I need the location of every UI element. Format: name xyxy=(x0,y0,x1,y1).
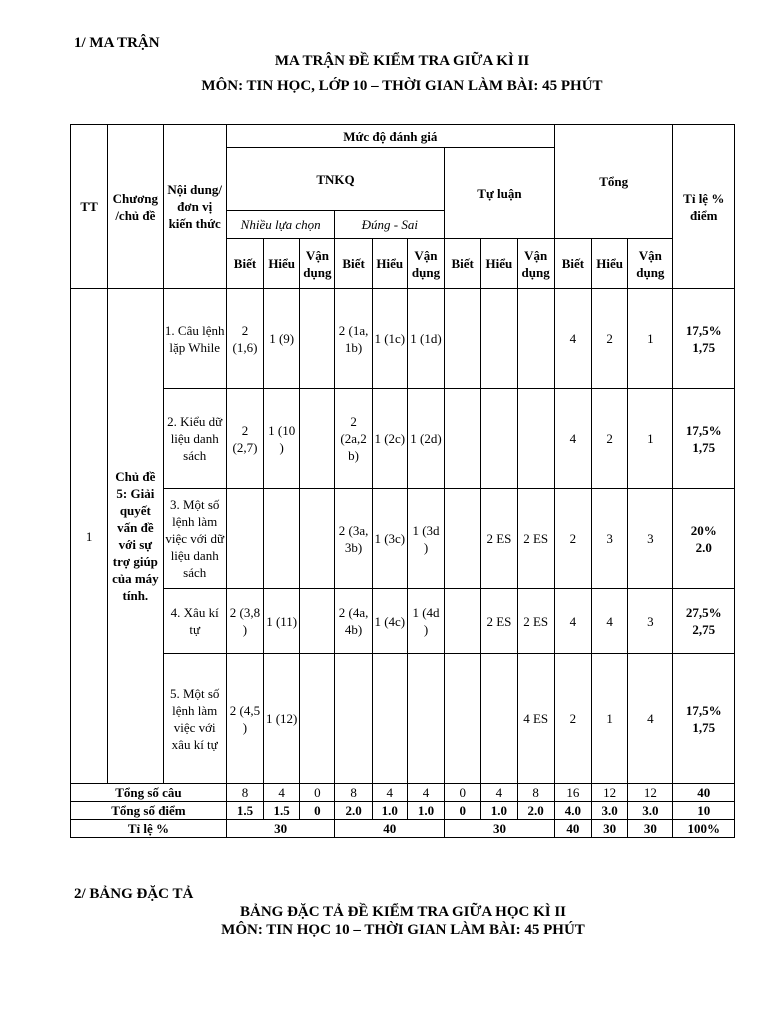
header-tnkq: TNKQ xyxy=(226,148,444,211)
header-hieu: Hiểu xyxy=(592,239,628,289)
cell: 1 (10 ) xyxy=(264,389,300,489)
cell: 1 xyxy=(628,389,673,489)
cell: 4 xyxy=(264,784,300,802)
cell: 1.5 xyxy=(264,802,300,820)
percent-vandung: 30 xyxy=(628,820,673,838)
cell: 1 (1c) xyxy=(372,289,407,389)
cell xyxy=(481,289,517,389)
cell xyxy=(517,289,554,389)
topic-tt: 1 xyxy=(71,289,108,784)
row-noidung: 4. Xâu kí tự xyxy=(163,589,226,654)
table-row xyxy=(71,589,735,654)
cell: 1.5 xyxy=(226,802,263,820)
row-tile: 27,5% 2,75 xyxy=(673,589,735,654)
cell: 0 xyxy=(300,802,335,820)
cell xyxy=(445,654,481,784)
cell: 3 xyxy=(592,489,628,589)
percent-biet: 40 xyxy=(554,820,591,838)
cell xyxy=(226,489,263,589)
cell: 2.0 xyxy=(335,802,372,820)
header-nhieu-lua-chon: Nhiều lựa chọn xyxy=(226,211,335,239)
cell: 4 xyxy=(554,289,591,389)
header-noidung: Nội dung/đơn vị kiến thức xyxy=(163,125,226,289)
row-noidung: 5. Một số lệnh làm việc với xâu kí tự xyxy=(163,654,226,784)
cell xyxy=(300,289,335,389)
percent-label: Tỉ lệ % xyxy=(71,820,227,838)
row-tile: 17,5% 1,75 xyxy=(673,389,735,489)
cell: 3.0 xyxy=(592,802,628,820)
row-noidung: 1. Câu lệnh lặp While xyxy=(163,289,226,389)
assessment-matrix-table xyxy=(70,124,735,838)
cell xyxy=(517,389,554,489)
header-hieu: Hiểu xyxy=(372,239,407,289)
cell: 3.0 xyxy=(628,802,673,820)
cell: 4 ES xyxy=(517,654,554,784)
header-tuluan: Tự luận xyxy=(445,148,555,239)
cell: 8 xyxy=(517,784,554,802)
cell: 1 (11) xyxy=(264,589,300,654)
cell: 0 xyxy=(300,784,335,802)
table-row xyxy=(71,289,735,389)
cell: 2 (2,7) xyxy=(226,389,263,489)
cell: 1 (2c) xyxy=(372,389,407,489)
cell xyxy=(300,589,335,654)
cell xyxy=(445,589,481,654)
spec-subtitle: MÔN: TIN HỌC 10 – THỜI GIAN LÀM BÀI: 45 PHÚT xyxy=(221,922,585,938)
cell: 1.0 xyxy=(407,802,444,820)
cell: 0 xyxy=(445,802,481,820)
header-hieu: Hiểu xyxy=(481,239,517,289)
cell: 4 xyxy=(554,589,591,654)
cell: 2 xyxy=(554,489,591,589)
cell: 1 (12) xyxy=(264,654,300,784)
header-vandung: Vận dụng xyxy=(300,239,335,289)
header-biet: Biết xyxy=(335,239,372,289)
cell: 4 xyxy=(592,589,628,654)
percent-total: 100% xyxy=(673,820,735,838)
cell xyxy=(300,389,335,489)
cell: 1 xyxy=(592,654,628,784)
spec-title: BẢNG ĐẶC TẢ ĐỀ KIỂM TRA GIỮA HỌC KÌ II xyxy=(239,904,567,920)
header-tong: Tổng xyxy=(554,125,673,239)
row-tile: 17,5% 1,75 xyxy=(673,289,735,389)
cell xyxy=(407,654,444,784)
cell: 3 xyxy=(628,489,673,589)
cell: 1 xyxy=(628,289,673,389)
cell: 12 xyxy=(592,784,628,802)
cell xyxy=(372,654,407,784)
total-questions-row xyxy=(71,784,735,802)
row-noidung: 2. Kiểu dữ liệu danh sách xyxy=(163,389,226,489)
cell xyxy=(445,389,481,489)
header-vandung: Vận dụng xyxy=(628,239,673,289)
header-vandung: Vận dụng xyxy=(407,239,444,289)
header-dung-sai: Đúng - Sai xyxy=(335,211,445,239)
cell: 4 xyxy=(481,784,517,802)
cell xyxy=(445,289,481,389)
cell: 1 (2d) xyxy=(407,389,444,489)
cell: 8 xyxy=(226,784,263,802)
percent-ds: 40 xyxy=(335,820,445,838)
matrix-subtitle: MÔN: TIN HỌC, LỚP 10 – THỜI GIAN LÀM BÀI: 45 PHÚT xyxy=(201,78,603,94)
cell: 2 (3a, 3b) xyxy=(335,489,372,589)
header-vandung: Vận dụng xyxy=(517,239,554,289)
cell xyxy=(300,489,335,589)
percent-nlc: 30 xyxy=(226,820,335,838)
cell: 8 xyxy=(335,784,372,802)
cell xyxy=(264,489,300,589)
header-tile: Tỉ lệ % điểm xyxy=(673,125,735,289)
header-hieu: Hiểu xyxy=(264,239,300,289)
cell: 1 (3d ) xyxy=(407,489,444,589)
cell xyxy=(300,654,335,784)
cell: 2 ES xyxy=(517,489,554,589)
cell: 2 (4,5 ) xyxy=(226,654,263,784)
cell: 1 (4c) xyxy=(372,589,407,654)
cell: 1 (1d) xyxy=(407,289,444,389)
header-biet: Biết xyxy=(226,239,263,289)
cell: 2 (1a, 1b) xyxy=(335,289,372,389)
row-tile: 20% 2.0 xyxy=(673,489,735,589)
total-points-label: Tổng số điểm xyxy=(71,802,227,820)
header-mucdo: Mức độ đánh giá xyxy=(226,125,554,148)
cell: 4.0 xyxy=(554,802,591,820)
cell xyxy=(445,489,481,589)
cell: 3 xyxy=(628,589,673,654)
cell xyxy=(481,389,517,489)
header-biet: Biết xyxy=(554,239,591,289)
cell xyxy=(481,654,517,784)
header-biet: Biết xyxy=(445,239,481,289)
section-heading-matrix: 1/ MA TRẬN xyxy=(74,35,160,51)
percent-hieu: 30 xyxy=(592,820,628,838)
total-questions-sum: 40 xyxy=(673,784,735,802)
table-row xyxy=(71,489,735,589)
cell: 1.0 xyxy=(372,802,407,820)
matrix-title: MA TRẬN ĐỀ KIỂM TRA GIỮA KÌ II xyxy=(274,53,530,69)
cell: 4 xyxy=(372,784,407,802)
cell: 4 xyxy=(407,784,444,802)
table-row xyxy=(71,654,735,784)
table-row xyxy=(71,389,735,489)
cell: 4 xyxy=(628,654,673,784)
cell: 1 (4d ) xyxy=(407,589,444,654)
percent-row xyxy=(71,820,735,838)
cell: 2 (4a, 4b) xyxy=(335,589,372,654)
cell: 2 (3,8 ) xyxy=(226,589,263,654)
cell: 1 (9) xyxy=(264,289,300,389)
cell: 1 (3c) xyxy=(372,489,407,589)
row-tile: 17,5% 1,75 xyxy=(673,654,735,784)
cell: 2 xyxy=(592,289,628,389)
total-points-row xyxy=(71,802,735,820)
cell: 12 xyxy=(628,784,673,802)
cell: 1.0 xyxy=(481,802,517,820)
cell: 2 (2a,2 b) xyxy=(335,389,372,489)
header-tt: TT xyxy=(71,125,108,289)
percent-tuluan: 30 xyxy=(445,820,555,838)
section-heading-spec: 2/ BẢNG ĐẶC TẢ xyxy=(74,886,194,902)
cell: 16 xyxy=(554,784,591,802)
header-chuong: Chương /chủ đề xyxy=(108,125,163,289)
cell: 2.0 xyxy=(517,802,554,820)
total-points-sum: 10 xyxy=(673,802,735,820)
row-noidung: 3. Một số lệnh làm việc với dữ liệu danh sách xyxy=(163,489,226,589)
cell: 2 xyxy=(554,654,591,784)
cell: 2 xyxy=(592,389,628,489)
cell: 2 ES xyxy=(517,589,554,654)
cell: 4 xyxy=(554,389,591,489)
cell: 2 ES xyxy=(481,589,517,654)
cell: 2 (1,6) xyxy=(226,289,263,389)
cell: 2 ES xyxy=(481,489,517,589)
topic-chuong: Chủ đề 5: Giải quyết vấn đề với sự trợ giúp của máy tính. xyxy=(108,289,163,784)
total-questions-label: Tổng số câu xyxy=(71,784,227,802)
cell: 0 xyxy=(445,784,481,802)
cell xyxy=(335,654,372,784)
